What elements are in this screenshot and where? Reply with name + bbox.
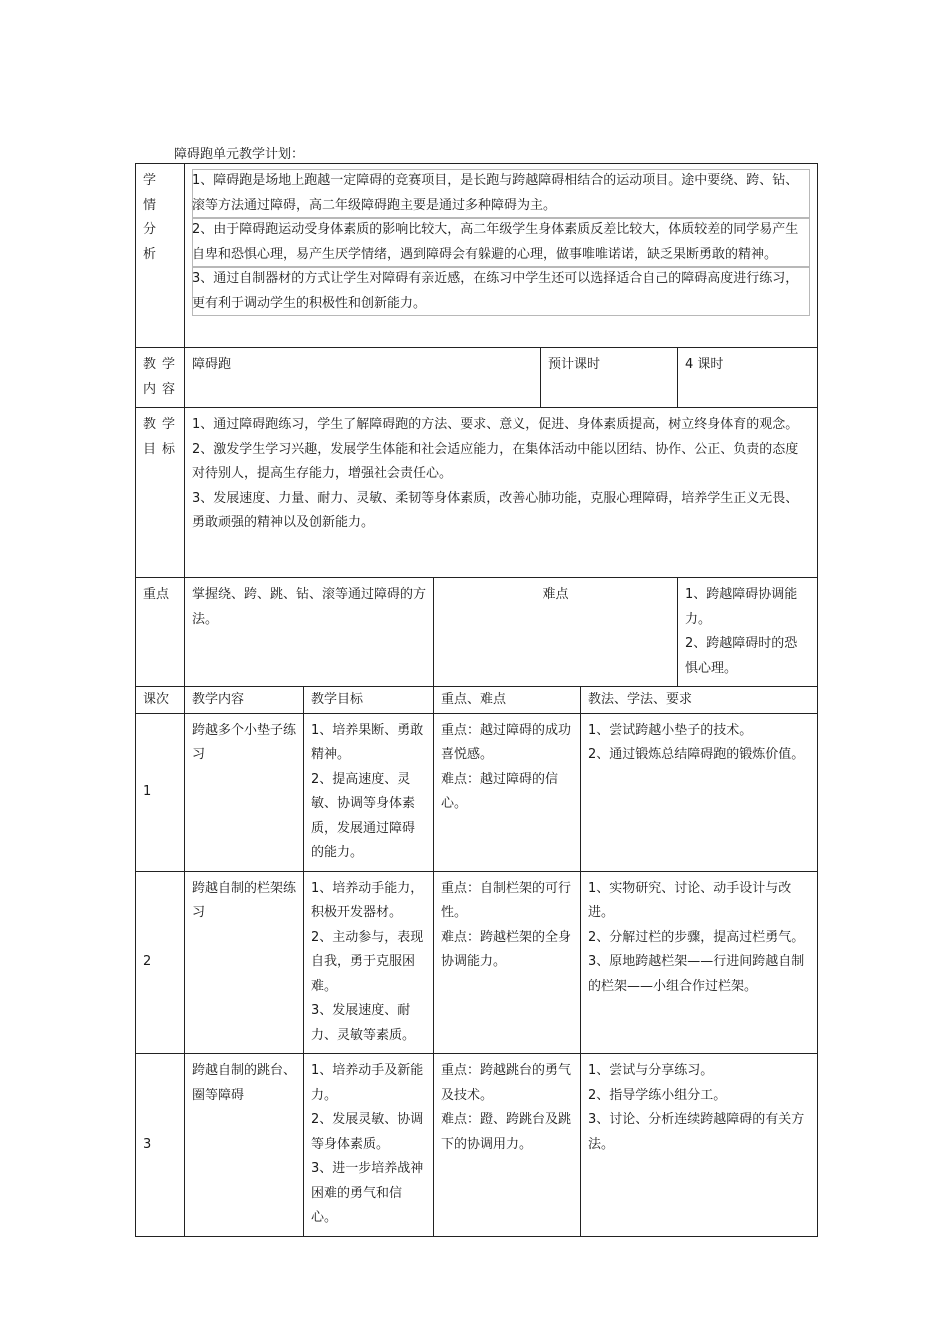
header-goals: 教学目标 — [304, 687, 434, 714]
goals-content — [185, 408, 818, 578]
lesson-methods — [581, 713, 818, 871]
lesson-goals — [304, 1054, 434, 1237]
lesson-goal-item: 2、主动参与，表现自我，勇于克服困难。 — [311, 929, 424, 994]
lesson-point-item: 难点：越过障碍的信心。 — [441, 771, 559, 811]
lesson-point-item: 难点：蹬、跨跳台及跳下的协调用力。 — [441, 1112, 572, 1152]
analysis-label: 学 情 分 析 — [143, 173, 157, 262]
table-row — [136, 713, 818, 871]
hours-label: 预计课时 — [541, 348, 678, 408]
lesson-method-item: 1、尝试跨越小垫子的技术。 — [588, 722, 753, 738]
lesson-method-item: 1、实物研究、讨论、动手设计与改进。 — [588, 880, 792, 920]
lesson-points — [434, 871, 581, 1054]
lesson-goal-item: 2、提高速度、灵敏、协调等身体素质，发展通过障碍的能力。 — [311, 771, 416, 860]
lesson-point-item: 重点：跨越跳台的勇气及技术。 — [441, 1063, 572, 1103]
key-label: 重点 — [136, 578, 185, 687]
lesson-method-item: 2、分解过栏的步骤，提高过栏勇气。 — [588, 929, 805, 945]
hours-value: 4 课时 — [678, 348, 818, 408]
lesson-method-item: 2、指导学练小组分工。 — [588, 1087, 727, 1103]
lesson-goal-item: 2、发展灵敏、协调等身体素质。 — [311, 1112, 424, 1152]
lesson-points — [434, 1054, 581, 1237]
analysis-label-cell — [136, 164, 185, 348]
goal-item: 2、激发学生学习兴趣，发展学生体能和社会适应能力，在集体活动中能以团结、协作、公正、负责的态度对待别人，提高生存能力，增强社会责任心。 — [192, 441, 799, 481]
header-content: 教学内容 — [185, 687, 304, 714]
goals-label-cell — [136, 408, 185, 578]
lesson-point-item: 重点：越过障碍的成功喜悦感。 — [441, 722, 572, 762]
document-title: 障碍跑单元教学计划： — [174, 147, 305, 162]
lesson-number: 2 — [136, 871, 185, 1054]
lesson-point-item: 难点：跨越栏架的全身协调能力。 — [441, 929, 572, 969]
content-value: 障碍跑 — [185, 348, 541, 408]
lesson-methods — [581, 1054, 818, 1237]
lesson-goals — [304, 713, 434, 871]
content-label: 教学内容 — [143, 357, 177, 397]
lesson-content: 跨越自制的栏架练习 — [185, 871, 304, 1054]
lesson-number: 1 — [136, 713, 185, 871]
lesson-method-item: 1、尝试与分享练习。 — [588, 1063, 714, 1078]
lesson-number: 3 — [136, 1054, 185, 1237]
goal-item: 3、发展速度、力量、耐力、灵敏、柔韧等身体素质，改善心肺功能，克服心理障碍，培养学生正义无畏、勇敢顽强的精神以及创新能力。 — [192, 490, 799, 530]
table-row — [136, 1054, 818, 1237]
difficulty-label: 难点 — [434, 578, 678, 687]
lesson-point-item: 重点：自制栏架的可行性。 — [441, 880, 572, 920]
analysis-paragraph: 1、障碍跑是场地上跑越一定障碍的竞赛项目，是长跑与跨越障碍相结合的运动项目。途中要绕、跨、钻、滚等方法通过障碍，高二年级障碍跑主要是通过多种障碍为主。 — [192, 169, 810, 218]
lesson-method-item: 3、原地跨越栏架——行进间跨越自制的栏架——小组合作过栏架。 — [588, 954, 805, 994]
lesson-goal-item: 1、培养动手及新能力。 — [311, 1063, 424, 1103]
analysis-content — [185, 164, 818, 348]
analysis-paragraph: 2、由于障碍跑运动受身体素质的影响比较大，高二年级学生身体素质反差比较大，体质较差的同学易产生自卑和恐惧心理，易产生厌学情绪，遇到障碍会有躲避的心理，做事唯唯诺诺，缺乏果断勇敢的精神。 — [192, 218, 810, 267]
goal-item: 1、通过障碍跑练习，学生了解障碍跑的方法、要求、意义，促进、身体素质提高，树立终身体育的观念。 — [192, 417, 799, 432]
lesson-content: 跨越自制的跳台、圈等障碍 — [185, 1054, 304, 1237]
goals-label: 教学目标 — [143, 417, 177, 457]
analysis-paragraph: 3、通过自制器材的方式让学生对障碍有亲近感，在练习中学生还可以选择适合自己的障碍高度进行练习，更有利于调动学生的积极性和创新能力。 — [192, 267, 810, 316]
lesson-goal-item: 3、进一步培养战神困难的勇气和信心。 — [311, 1161, 424, 1225]
difficulty-item: 1、跨越障碍协调能力。 — [685, 587, 798, 627]
lesson-goal-item: 1、培养动手能力，积极开发器材。 — [311, 880, 424, 920]
lesson-methods — [581, 871, 818, 1054]
key-value: 掌握绕、跨、跳、钻、滚等通过障碍的方法。 — [185, 578, 434, 687]
lesson-goal-item: 3、发展速度、耐力、灵敏等素质。 — [311, 1003, 416, 1043]
lesson-goals — [304, 871, 434, 1054]
table-row — [136, 871, 818, 1054]
header-lesson-no: 课次 — [136, 687, 185, 714]
lesson-method-item: 3、讨论、分析连续跨越障碍的有关方法。 — [588, 1112, 805, 1152]
header-methods: 教法、学法、要求 — [581, 687, 818, 714]
lesson-goal-item: 1、培养果断、勇敢精神。 — [311, 722, 424, 762]
content-label-cell — [136, 348, 185, 408]
lesson-points — [434, 713, 581, 871]
difficulty-content — [678, 578, 818, 687]
lesson-content: 跨越多个小垫子练习 — [185, 713, 304, 871]
difficulty-item: 2、跨越障碍时的恐惧心理。 — [685, 636, 798, 676]
lesson-method-item: 2、通过锻炼总结障碍跑的锻炼价值。 — [588, 747, 805, 762]
unit-plan-table — [135, 163, 818, 1237]
header-points: 重点、难点 — [434, 687, 581, 714]
